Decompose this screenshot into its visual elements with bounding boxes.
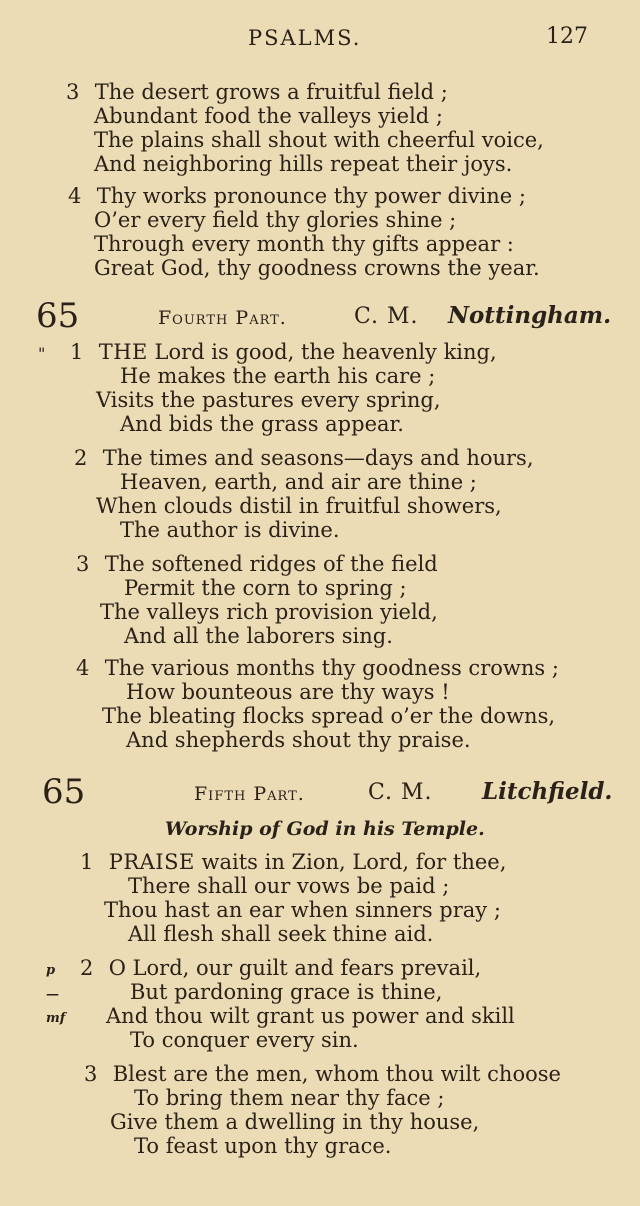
- hymn-subtitle: Worship of God in his Temple.: [165, 818, 485, 840]
- stanza-4-line-4: And shepherds shout thy praise.: [126, 728, 471, 752]
- stanza-3-line-4: And all the laborers sing.: [124, 624, 393, 648]
- part-label: Fourth Part.: [158, 307, 287, 329]
- stanza-2-line-4: To conquer every sin.: [130, 1028, 359, 1052]
- page-number: 127: [546, 24, 588, 49]
- stanza-4-line-1: 4 The various months thy goodness crowns ;: [76, 656, 559, 680]
- stanza-4-line-4: Great God, thy goodness crowns the year.: [94, 256, 540, 280]
- stanza-1-line-3: Thou hast an ear when sinners pray ;: [104, 898, 501, 922]
- verse-number: 3: [66, 80, 80, 104]
- stanza-4-line-1: 4 Thy works pronounce thy power divine ;: [68, 184, 526, 208]
- verse-number: 1: [70, 340, 84, 364]
- stanza-2-line-2: Heaven, earth, and air are thine ;: [120, 470, 477, 494]
- first-word: THE: [98, 340, 148, 364]
- stanza-3-line-4: To feast upon thy grace.: [134, 1134, 392, 1158]
- stanza-1-line-1: 1 THE Lord is good, the heavenly king,: [70, 340, 497, 364]
- stanza-1-line-2: There shall our vows be paid ;: [128, 874, 450, 898]
- stanza-3-line-1: 3 Blest are the men, whom thou wilt choose: [84, 1062, 561, 1086]
- page-header: [0, 24, 640, 58]
- verse-number: 4: [68, 184, 82, 208]
- stanza-3-line-2: Abundant food the valleys yield ;: [94, 104, 443, 128]
- stanza-4-line-3: Through every month thy gifts appear :: [94, 232, 514, 256]
- stanza-3-line-2: Permit the corn to spring ;: [124, 576, 407, 600]
- dynamic-dash: —: [46, 987, 59, 1002]
- verse-number: 2: [80, 956, 94, 980]
- stanza-2-line-3: And thou wilt grant us power and skill: [106, 1004, 515, 1028]
- hymn-number: 65: [36, 296, 80, 336]
- hymn-number: 65: [42, 772, 86, 812]
- stanza-1-line-4: And bids the grass appear.: [120, 412, 404, 436]
- stanza-2-line-1: 2 The times and seasons—days and hours,: [74, 446, 534, 470]
- running-title: PSALMS.: [248, 26, 362, 50]
- part-label: Fifth Part.: [194, 783, 305, 805]
- tune-name: Nottingham.: [448, 302, 612, 329]
- tempo-mark: ": [38, 344, 46, 363]
- dynamic-p: p: [46, 963, 56, 978]
- stanza-3-line-1: 3 The desert grows a fruitful field ;: [66, 80, 448, 104]
- stanza-3-line-3: The valleys rich provision yield,: [100, 600, 438, 624]
- stanza-4-line-2: How bounteous are thy ways !: [126, 680, 450, 704]
- verse-number: 3: [76, 552, 90, 576]
- verse-number: 2: [74, 446, 88, 470]
- stanza-3-line-1: 3 The softened ridges of the field: [76, 552, 438, 576]
- stanza-3-line-4: And neighboring hills repeat their joys.: [94, 152, 513, 176]
- dynamic-mf: mf: [46, 1011, 66, 1026]
- stanza-3-line-3: The plains shall shout with cheerful voice,: [94, 128, 544, 152]
- stanza-1-line-4: All flesh shall seek thine aid.: [128, 922, 434, 946]
- stanza-4-line-2: O’er every field thy glories shine ;: [94, 208, 457, 232]
- stanza-4-line-3: The bleating flocks spread o’er the downs,: [102, 704, 556, 728]
- stanza-2-line-2: But pardoning grace is thine,: [130, 980, 443, 1004]
- stanza-2-line-1: 2 O Lord, our guilt and fears prevail,: [80, 956, 482, 980]
- first-word: PRAISE: [108, 850, 195, 874]
- stanza-1-line-3: Visits the pastures every spring,: [96, 388, 441, 412]
- meter-label: C. M.: [368, 780, 433, 805]
- stanza-2-line-4: The author is divine.: [120, 518, 340, 542]
- tune-name: Litchfield.: [482, 778, 613, 805]
- verse-number: 3: [84, 1062, 98, 1086]
- stanza-3-line-2: To bring them near thy face ;: [134, 1086, 445, 1110]
- verse-number: 1: [80, 850, 94, 874]
- verse-number: 4: [76, 656, 90, 680]
- stanza-2-line-3: When clouds distil in fruitful showers,: [96, 494, 502, 518]
- meter-label: C. M.: [354, 304, 419, 329]
- stanza-3-line-3: Give them a dwelling in thy house,: [110, 1110, 480, 1134]
- stanza-1-line-1: 1 PRAISE waits in Zion, Lord, for thee,: [80, 850, 507, 874]
- stanza-1-line-2: He makes the earth his care ;: [120, 364, 436, 388]
